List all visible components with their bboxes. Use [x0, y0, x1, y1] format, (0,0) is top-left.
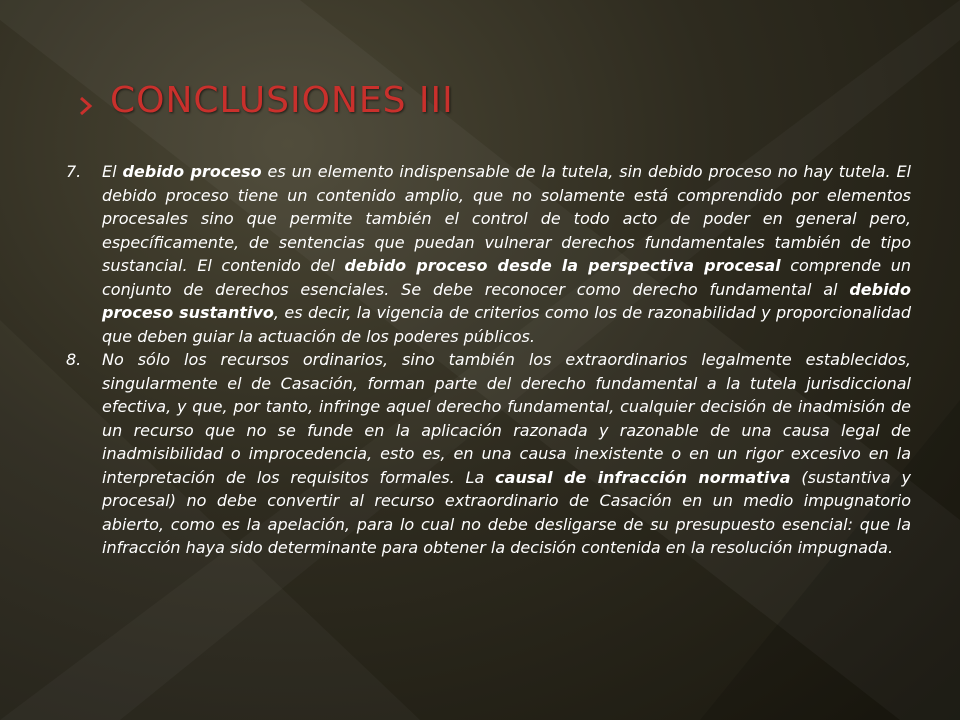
bold-segment: debido proceso — [122, 162, 262, 181]
text-segment: es un elemento indispensable de la tutela, sin debido proceso no hay tutela. El debido proceso tiene un contenido amplio, que no solamente está comprendido por elementos procesales sino que permite también el control de todo acto de poder en general pero, específicamente, de sentencias que puedan vulnerar derechos fundamentales también de tipo sustancial. El contenido del — [102, 162, 911, 275]
bold-segment: debido proceso sustantivo — [102, 279, 911, 322]
conclusion-item-7 — [66, 160, 911, 348]
item-number: 8. — [66, 350, 82, 369]
item-number: 7. — [66, 162, 82, 181]
arrow-icon — [78, 95, 94, 117]
slide-title: CONCLUSIONES III — [110, 80, 454, 121]
bold-segment: debido proceso desde la perspectiva procesal — [344, 256, 781, 275]
text-segment: (sustantiva y procesal) no debe convertir al recurso extraordinario de Casación en un medio impugnatorio abierto, como es la apelación, para lo cual no debe desligarse de su presupuesto esencial: que la infracción haya sido determinante para obtener la decisión contenida en la resolución impugnada. — [102, 467, 912, 557]
slide-body — [66, 160, 911, 560]
conclusion-item-8 — [66, 348, 911, 560]
item-text — [102, 160, 911, 348]
text-segment: , es decir, la vigencia de criterios como los de razonabilidad y proporcionalidad que deben guiar la actuación de los poderes públicos. — [102, 303, 911, 346]
bold-segment: causal de infracción normativa — [495, 467, 791, 487]
item-text — [102, 348, 911, 560]
text-segment: El — [102, 162, 123, 181]
text-segment: No sólo los recursos ordinarios, sino también los extraordinarios legalmente establecidos, singularmente el de Casación, forman parte del derecho fundamental a la tutela jurisdiccional efectiva, y que, por tanto, infringe aquel derecho fundamental, cualquier decisión de inadmisión de un recurso que no se funde en la aplicación razonada y razonable de una causa legal de inadmisibilidad o improcedencia, esto es, en una causa inexistente o en un rigor excesivo en la interpretación de los requisitos formales. La — [102, 350, 911, 487]
text-segment: comprende un conjunto de derechos esenciales. Se debe reconocer como derecho fundamental al — [102, 256, 911, 299]
